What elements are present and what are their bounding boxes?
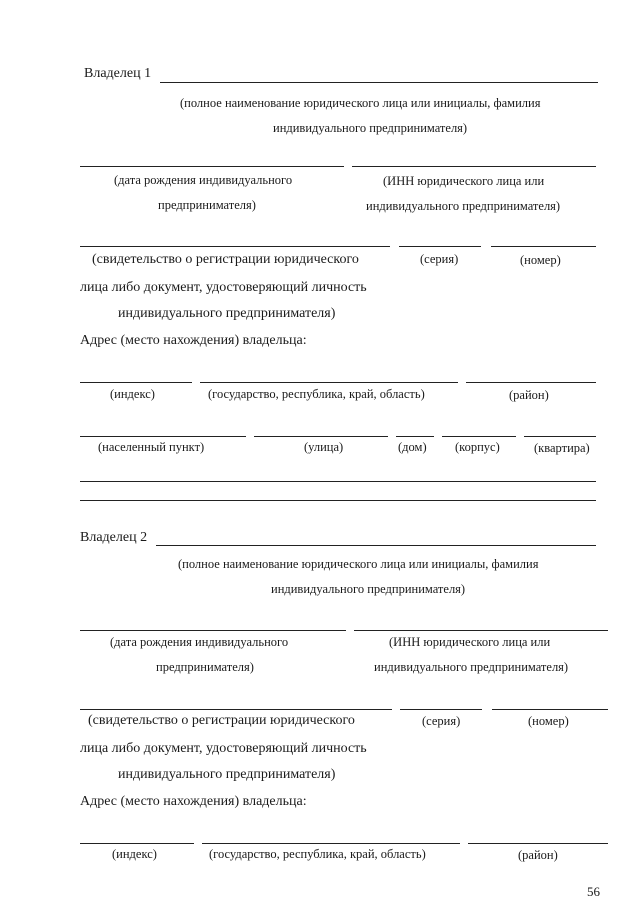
owner1-district-line[interactable] [466, 382, 596, 383]
owner1-heading: Владелец 1 [84, 66, 152, 81]
owner2-cert-caption-3: индивидуального предпринимателя) [118, 767, 336, 782]
owner2-birthdate-line[interactable] [80, 630, 346, 631]
owner1-state-caption: (государство, республика, край, область) [208, 387, 425, 401]
owner1-name-caption-2: индивидуального предпринимателя) [273, 121, 468, 135]
owner2-inn-caption-2: индивидуального предпринимателя) [374, 660, 569, 674]
owner1-inn-caption-2: индивидуального предпринимателя) [366, 199, 561, 213]
owner2-cert-caption-1: (свидетельство о регистрации юридического [88, 713, 355, 728]
owner1-inn-line[interactable] [352, 166, 596, 167]
owner1-number-caption: (номер) [520, 253, 561, 267]
owner1-name-caption-1: (полное наименование юридического лица или инициалы, фамилия [180, 96, 541, 110]
page-number: 56 [587, 884, 600, 899]
owner1-birth-caption-1: (дата рождения индивидуального [114, 173, 293, 187]
owner1-address-label: Адрес (место нахождения) владельца: [80, 333, 307, 348]
owner2-name-line[interactable] [156, 545, 596, 546]
owner2-inn-caption-1: (ИНН юридического лица или [389, 635, 551, 649]
owner1-locality-caption: (населенный пункт) [98, 440, 205, 454]
owner1-street-caption: (улица) [304, 440, 344, 454]
owner1-index-caption: (индекс) [110, 387, 155, 401]
owner1-extra-line-2[interactable] [80, 500, 596, 501]
owner1-cert-caption-3: индивидуального предпринимателя) [118, 306, 336, 321]
owner2-birth-caption-1: (дата рождения индивидуального [110, 635, 289, 649]
owner2-state-caption: (государство, республика, край, область) [209, 847, 426, 861]
owner2-name-caption-1: (полное наименование юридического лица или инициалы, фамилия [178, 557, 539, 571]
owner2-series-line[interactable] [400, 709, 482, 710]
owner2-number-caption: (номер) [528, 714, 569, 728]
owner1-number-line[interactable] [491, 246, 596, 247]
owner1-building-caption: (корпус) [455, 440, 500, 454]
owner1-house-caption: (дом) [398, 440, 427, 454]
owner2-cert-caption-2: лица либо документ, удостоверяющий личность [80, 741, 367, 756]
owner1-series-caption: (серия) [420, 252, 459, 266]
owner1-birth-caption-2: предпринимателя) [158, 198, 256, 212]
owner2-district-line[interactable] [468, 843, 608, 844]
owner2-index-line[interactable] [80, 843, 194, 844]
owner2-birth-caption-2: предпринимателя) [156, 660, 254, 674]
owner1-extra-line-1[interactable] [80, 481, 596, 482]
owner2-address-label: Адрес (место нахождения) владельца: [80, 794, 307, 809]
owner1-locality-line[interactable] [80, 436, 246, 437]
owner1-building-line[interactable] [442, 436, 516, 437]
owner2-name-caption-2: индивидуального предпринимателя) [271, 582, 466, 596]
owner1-cert-caption-2: лица либо документ, удостоверяющий личность [80, 280, 367, 295]
owner2-number-line[interactable] [492, 709, 608, 710]
owner1-cert-caption-1: (свидетельство о регистрации юридического [92, 252, 359, 267]
owner1-index-line[interactable] [80, 382, 192, 383]
owner2-state-line[interactable] [202, 843, 460, 844]
owner1-name-line[interactable] [160, 82, 598, 83]
owner1-street-line[interactable] [254, 436, 388, 437]
owner2-index-caption: (индекс) [112, 847, 157, 861]
owner2-certificate-line[interactable] [80, 709, 392, 710]
owner1-apartment-caption: (квартира) [534, 441, 590, 455]
owner1-certificate-line[interactable] [80, 246, 390, 247]
owner1-birthdate-line[interactable] [80, 166, 344, 167]
owner2-inn-line[interactable] [354, 630, 608, 631]
owner1-series-line[interactable] [399, 246, 481, 247]
owner2-district-caption: (район) [518, 848, 558, 862]
owner2-series-caption: (серия) [422, 714, 461, 728]
owner1-house-line[interactable] [396, 436, 434, 437]
owner2-heading: Владелец 2 [80, 530, 148, 545]
owner1-district-caption: (район) [509, 388, 549, 402]
owner1-inn-caption-1: (ИНН юридического лица или [383, 174, 545, 188]
owner1-state-line[interactable] [200, 382, 458, 383]
owner1-apartment-line[interactable] [524, 436, 596, 437]
